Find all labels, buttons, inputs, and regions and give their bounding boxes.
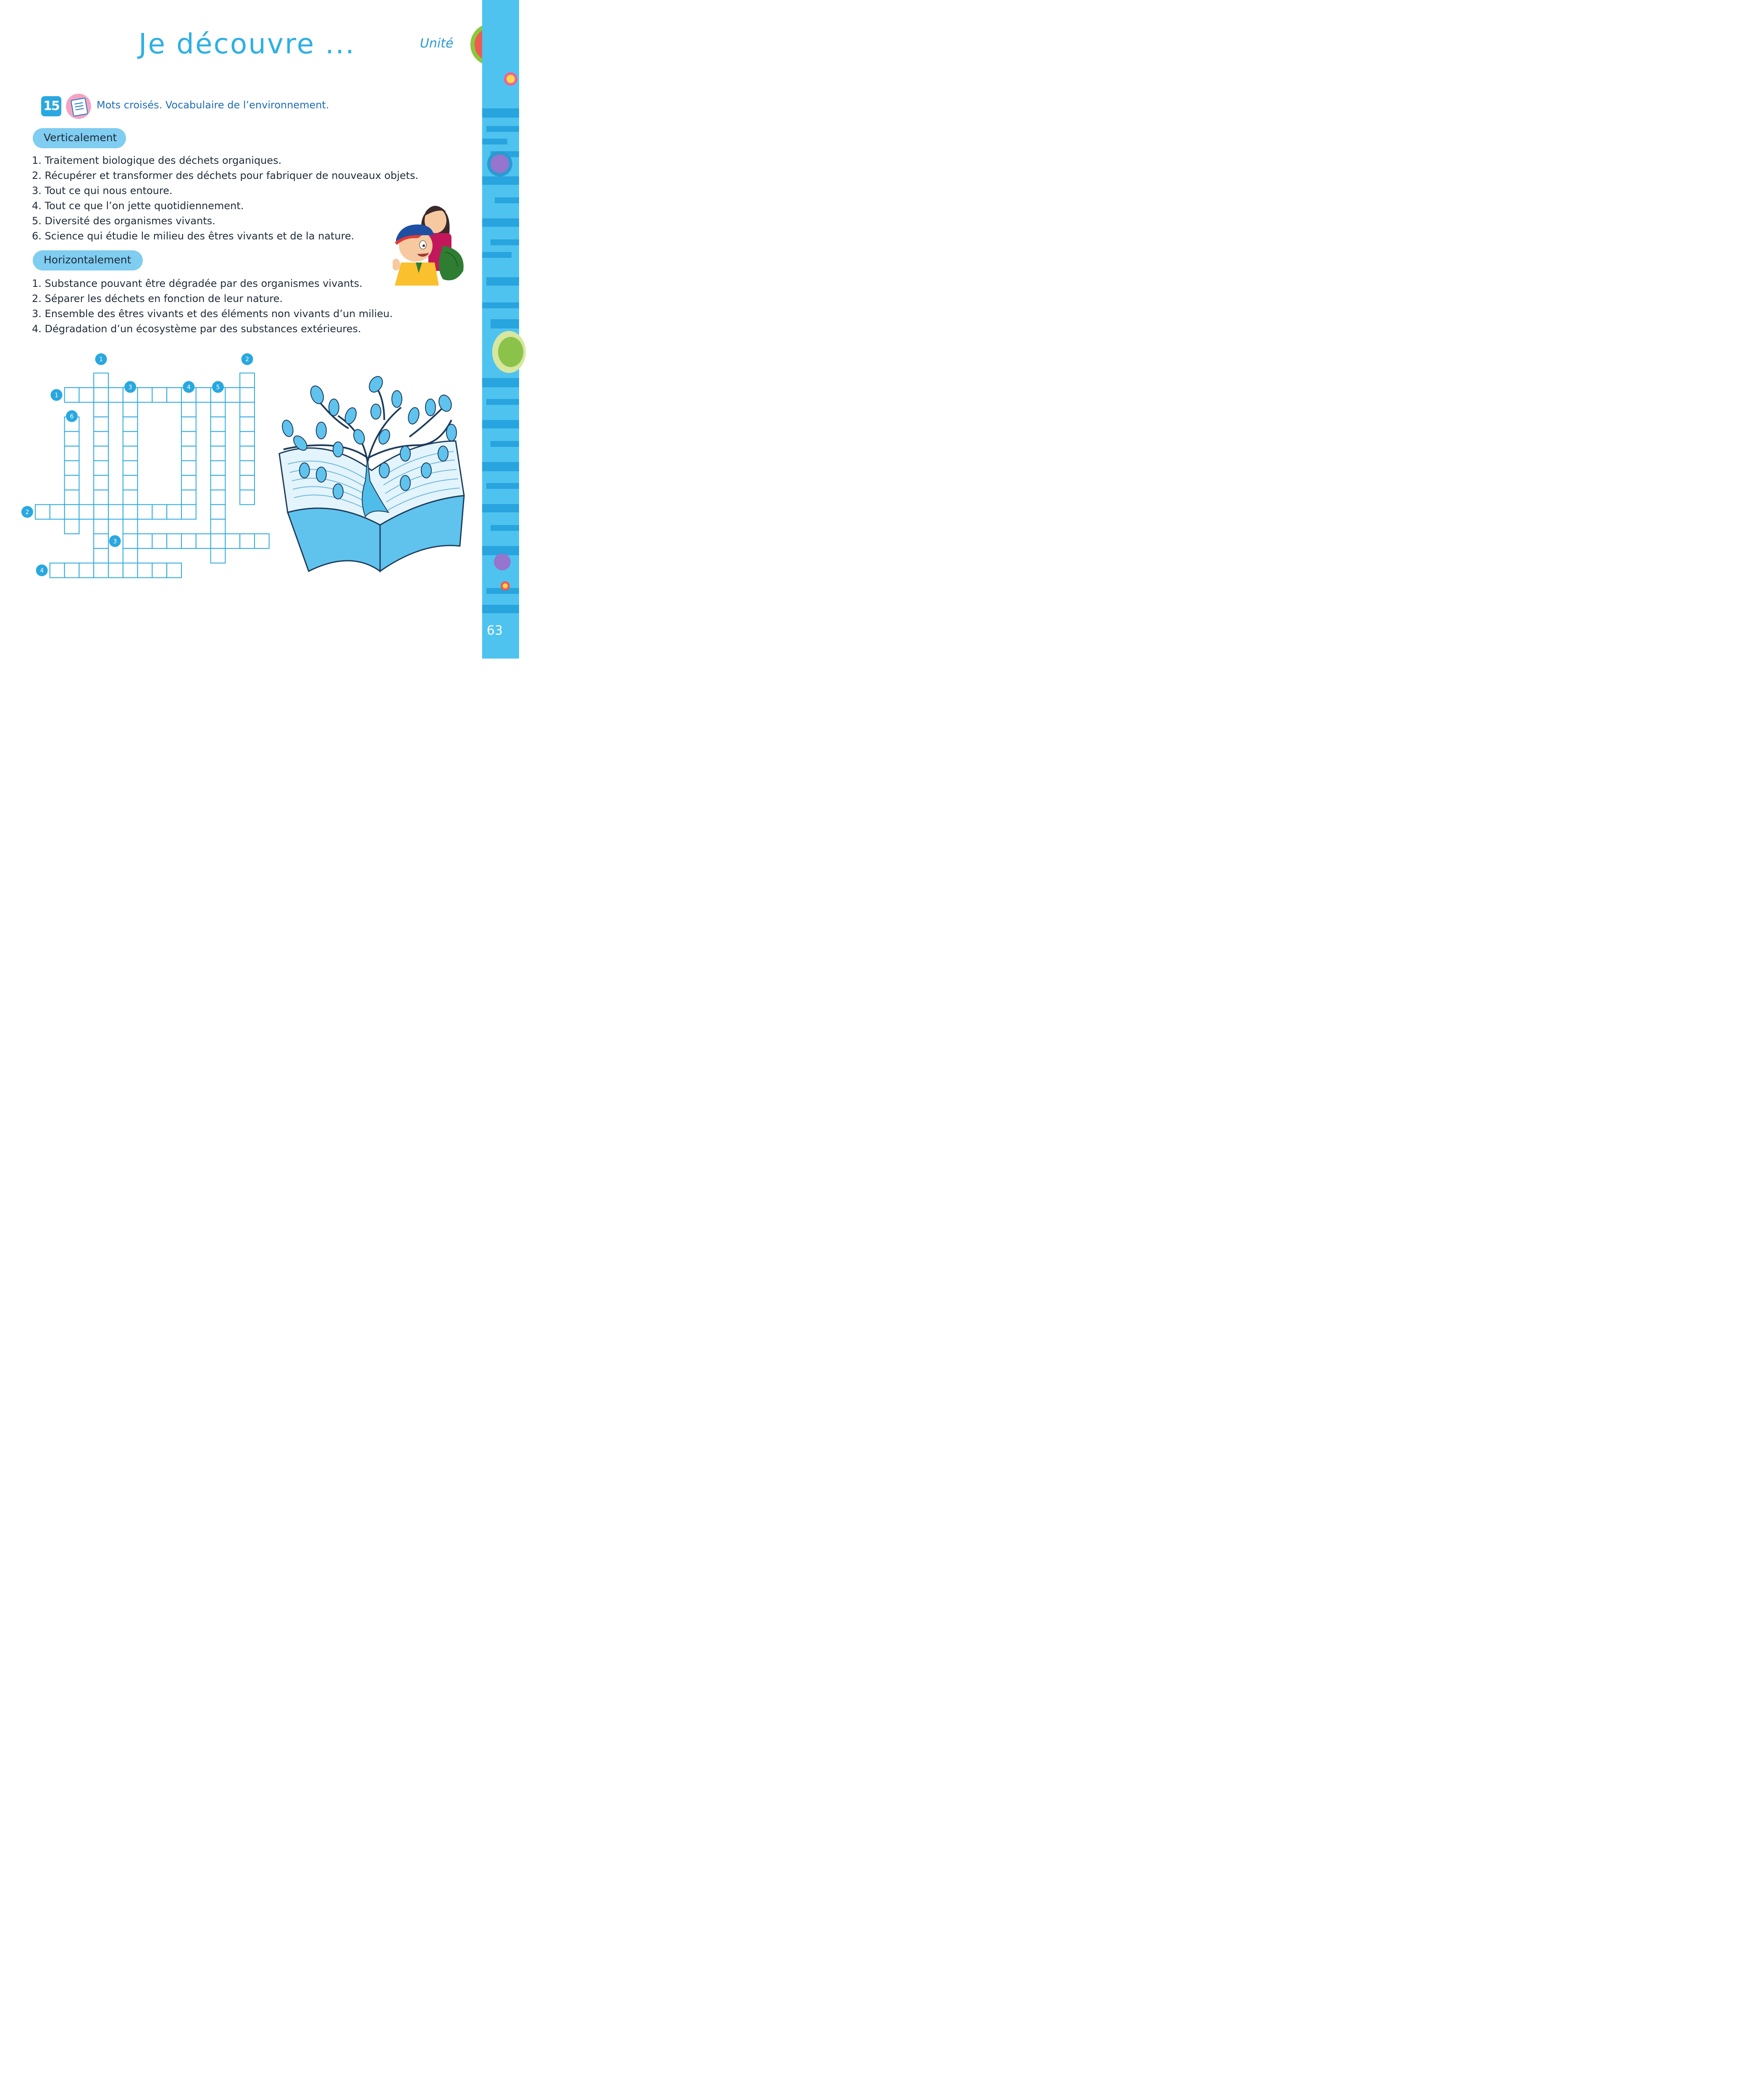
- crossword-cell[interactable]: [108, 388, 123, 402]
- clue-number-badge: [124, 381, 136, 393]
- svg-text:1: 1: [99, 356, 103, 363]
- crossword-cell[interactable]: [211, 549, 226, 563]
- crossword-cell[interactable]: [123, 475, 138, 490]
- crossword-cell[interactable]: [108, 563, 123, 578]
- crossword-cell[interactable]: [94, 373, 108, 388]
- crossword-cell[interactable]: [240, 402, 254, 417]
- crossword-cell[interactable]: [65, 388, 79, 402]
- children-illustration: [393, 195, 466, 286]
- crossword-cell[interactable]: [181, 504, 196, 519]
- clue-number-badge: [241, 353, 253, 365]
- crossword-cell[interactable]: [181, 446, 196, 461]
- book-tree-illustration: [275, 374, 468, 575]
- crossword-cell[interactable]: [94, 388, 108, 402]
- crossword-cell[interactable]: [240, 461, 254, 475]
- crossword-grid: [0, 0, 294, 605]
- decor-dot: [503, 583, 508, 588]
- clue-item: 5. Diversité des organismes vivants.: [32, 215, 215, 227]
- clue-number-badge: [50, 389, 62, 401]
- clue-number-badge: [95, 353, 107, 365]
- page-title: Je découvre ...: [139, 28, 356, 60]
- crossword-cell[interactable]: [108, 504, 123, 519]
- clue-number-badge: [36, 564, 48, 576]
- clue-item: 2. Séparer les déchets en fonction de leur nature.: [32, 293, 283, 304]
- crossword-cell[interactable]: [167, 563, 181, 578]
- crossword-cell[interactable]: [152, 534, 167, 549]
- crossword-cell[interactable]: [94, 519, 108, 534]
- crossword-cell[interactable]: [138, 563, 152, 578]
- crossword-cell[interactable]: [79, 388, 94, 402]
- crossword-cell[interactable]: [196, 534, 211, 549]
- crossword-cell[interactable]: [94, 534, 108, 549]
- exercise-instruction: Mots croisés. Vocabulaire de l’environnement.: [97, 99, 329, 111]
- svg-text:4: 4: [186, 384, 191, 391]
- clue-item: 1. Substance pouvant être dégradée par des organismes vivants.: [32, 278, 362, 289]
- crossword-cell[interactable]: [35, 504, 50, 519]
- crossword-cell[interactable]: [240, 431, 254, 446]
- crossword-cell[interactable]: [211, 417, 226, 432]
- clue-number-badge: [183, 381, 194, 393]
- crossword-cell[interactable]: [123, 417, 138, 432]
- crossword-cell[interactable]: [123, 504, 138, 519]
- clue-item: 1. Traitement biologique des déchets organiques.: [32, 155, 282, 166]
- clue-item: 4. Tout ce que l’on jette quotidiennement.: [32, 200, 244, 212]
- crossword-cell[interactable]: [181, 402, 196, 417]
- clue-number-badge: [21, 506, 33, 518]
- crossword-cell[interactable]: [65, 563, 79, 578]
- crossword-cell[interactable]: [240, 490, 254, 505]
- crossword-cell[interactable]: [254, 534, 269, 549]
- crossword-cell[interactable]: [123, 461, 138, 475]
- decor-dot: [506, 75, 515, 83]
- crossword-cell[interactable]: [240, 475, 254, 490]
- crossword-cell[interactable]: [181, 417, 196, 432]
- crossword-cell[interactable]: [181, 431, 196, 446]
- crossword-cell[interactable]: [211, 519, 226, 534]
- crossword-cell[interactable]: [94, 549, 108, 563]
- vertical-heading: Verticalement: [33, 128, 126, 148]
- crossword-cell[interactable]: [65, 446, 79, 461]
- crossword-cell[interactable]: [123, 490, 138, 505]
- crossword-cell[interactable]: [167, 388, 181, 402]
- crossword-cell[interactable]: [181, 461, 196, 475]
- crossword-cell[interactable]: [94, 490, 108, 505]
- crossword-cell[interactable]: [138, 388, 152, 402]
- crossword-cell[interactable]: [123, 402, 138, 417]
- crossword-cell[interactable]: [123, 446, 138, 461]
- crossword-cell[interactable]: [65, 519, 79, 534]
- crossword-cell[interactable]: [138, 504, 152, 519]
- crossword-cell[interactable]: [65, 431, 79, 446]
- crossword-cell[interactable]: [181, 475, 196, 490]
- clue-number-badge: [212, 381, 224, 393]
- crossword-cell[interactable]: [65, 475, 79, 490]
- crossword-cell[interactable]: [94, 417, 108, 432]
- crossword-cell[interactable]: [94, 446, 108, 461]
- crossword-cell[interactable]: [196, 388, 211, 402]
- crossword-cell[interactable]: [50, 504, 65, 519]
- crossword-cell[interactable]: [65, 490, 79, 505]
- crossword-cell[interactable]: [211, 461, 226, 475]
- crossword-cell[interactable]: [152, 388, 167, 402]
- crossword-cell[interactable]: [94, 504, 108, 519]
- svg-text:4: 4: [40, 567, 44, 574]
- crossword-cell[interactable]: [181, 534, 196, 549]
- crossword-cell[interactable]: [240, 388, 254, 402]
- horizontal-heading: Horizontalement: [33, 250, 143, 270]
- clue-item: 4. Dégradation d’un écosystème par des substances extérieures.: [32, 323, 361, 335]
- crossword-cell[interactable]: [94, 461, 108, 475]
- crossword-cell[interactable]: [167, 504, 181, 519]
- svg-text:3: 3: [128, 384, 132, 391]
- crossword-cell[interactable]: [50, 563, 65, 578]
- unit-label: Unité: [420, 36, 454, 51]
- crossword-cell[interactable]: [94, 475, 108, 490]
- crossword-cell[interactable]: [79, 504, 94, 519]
- decor-dot: [498, 337, 523, 367]
- clue-item: 6. Science qui étudie le milieu des êtres vivants et de la nature.: [32, 230, 354, 242]
- crossword-cell[interactable]: [123, 519, 138, 534]
- crossword-cell[interactable]: [211, 431, 226, 446]
- crossword-cell[interactable]: [181, 490, 196, 505]
- crossword-cell[interactable]: [152, 504, 167, 519]
- crossword-cell[interactable]: [211, 504, 226, 519]
- svg-text:3: 3: [113, 538, 117, 545]
- crossword-cell[interactable]: [94, 402, 108, 417]
- decor-dot: [494, 554, 511, 570]
- clue-item: 3. Ensemble des êtres vivants et des éléments non vivants d’un milieu.: [32, 308, 393, 320]
- crossword-cell[interactable]: [65, 461, 79, 475]
- crossword-cell[interactable]: [225, 388, 240, 402]
- crossword-cell[interactable]: [123, 534, 138, 549]
- crossword-svg: [0, 0, 294, 605]
- crossword-cell[interactable]: [211, 446, 226, 461]
- crossword-cell[interactable]: [152, 563, 167, 578]
- svg-text:1: 1: [54, 392, 58, 399]
- crossword-cell[interactable]: [240, 417, 254, 432]
- clue-number-badge: [66, 410, 78, 422]
- crossword-cell[interactable]: [211, 475, 226, 490]
- svg-text:2: 2: [245, 356, 249, 363]
- crossword-cell[interactable]: [79, 563, 94, 578]
- page-number: 63: [486, 623, 503, 638]
- crossword-cell[interactable]: [94, 563, 108, 578]
- crossword-cell[interactable]: [240, 534, 254, 549]
- clue-number-badge: [109, 535, 121, 547]
- clue-item: 3. Tout ce qui nous entoure.: [32, 185, 173, 197]
- crossword-cell[interactable]: [211, 490, 226, 505]
- crossword-cell[interactable]: [65, 504, 79, 519]
- exercise-number: 15: [41, 96, 61, 116]
- crossword-cell[interactable]: [167, 534, 181, 549]
- crossword-cell[interactable]: [240, 373, 254, 388]
- svg-text:2: 2: [25, 509, 29, 516]
- crossword-cell[interactable]: [123, 563, 138, 578]
- crossword-cell[interactable]: [94, 431, 108, 446]
- crossword-cell[interactable]: [138, 534, 152, 549]
- crossword-cell[interactable]: [123, 549, 138, 563]
- crossword-cell[interactable]: [225, 534, 240, 549]
- decor-dot: [491, 155, 509, 173]
- crossword-cell[interactable]: [240, 446, 254, 461]
- crossword-cell[interactable]: [211, 402, 226, 417]
- clue-item: 2. Récupérer et transformer des déchets pour fabriquer de nouveaux objets.: [32, 170, 419, 181]
- svg-text:6: 6: [70, 413, 74, 420]
- crossword-cell[interactable]: [211, 534, 226, 549]
- svg-text:5: 5: [216, 384, 220, 391]
- crossword-cell[interactable]: [123, 431, 138, 446]
